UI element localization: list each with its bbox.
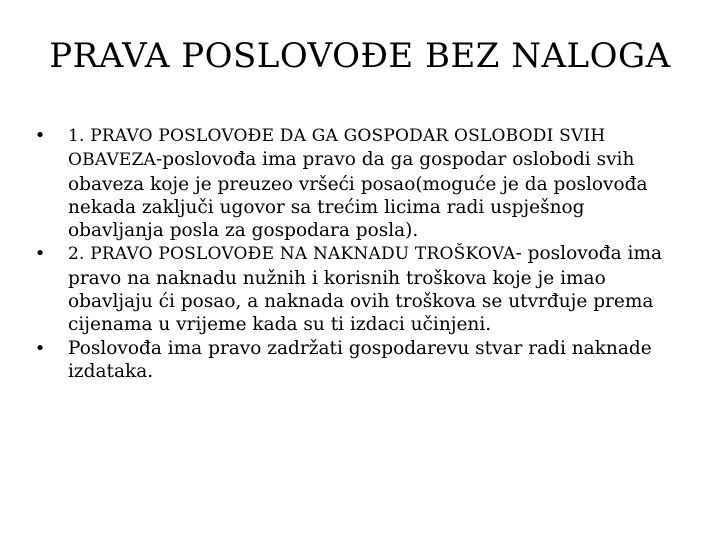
bullet-list: [30, 124, 670, 383]
bullet-dot-icon: •: [34, 337, 46, 359]
bullet-item-2: [30, 242, 670, 336]
bullet-dot-icon: •: [34, 125, 46, 146]
bullet-text: -poslovođa ima pravo da ga gospodar oslobodi svih obaveza koje je preuzeo vršeći posao(moguće je da poslovođa nekada zaključi ugovor sa trećim licima radi uspješnog obavljanja posla za gospodara posla).: [68, 149, 648, 242]
bullet-text: - poslovođa ima pravo na naknadu nužnih i korisnih troškova koje je imao obavljaju ći posao, a naknada ovih troškova se utvrđuje prema cijenama u vrijeme kada su ti izdaci učinjeni.: [68, 243, 663, 336]
bullet-heading: 1. PRAVO POSLOVOĐE DA GA GOSPODAR OSLOBODI SVIH OBAVEZA: [68, 126, 606, 171]
bullet-dot-icon: •: [34, 243, 46, 265]
bullet-item-3: [30, 337, 670, 384]
bullet-text: Poslovođa ima pravo zadržati gospodarevu stvar radi naknade izdataka.: [68, 337, 652, 382]
bullet-heading: 2. PRAVO POSLOVOĐE NA NAKNADU TROŠKOVA: [68, 244, 516, 265]
bullet-item-1: [30, 124, 670, 242]
slide-title: PRAVA POSLOVOĐE BEZ NALOGA: [49, 36, 671, 76]
